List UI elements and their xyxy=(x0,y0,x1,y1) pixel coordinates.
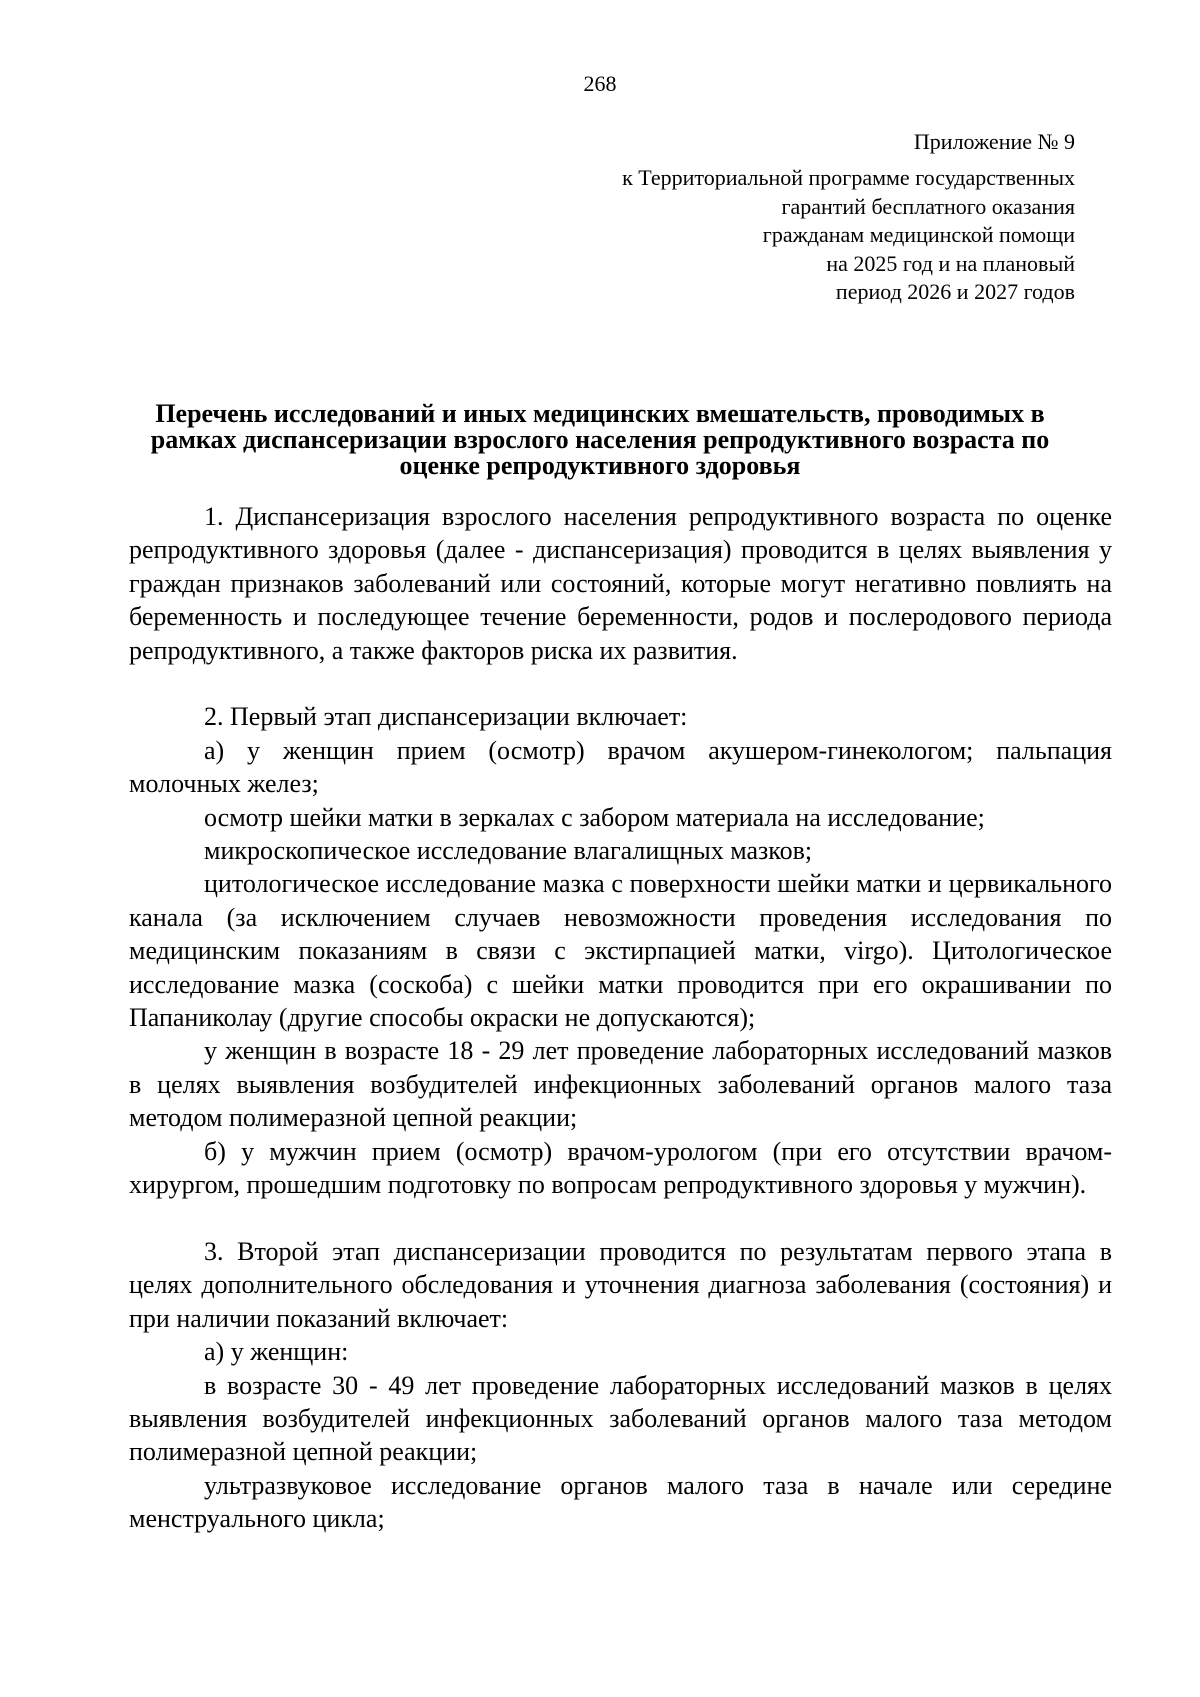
title-line: Перечень исследований и иных медицинских вмешательств, проводимых в xyxy=(155,399,1045,428)
paragraph-2: 2. Первый этап диспансеризации включает: xyxy=(204,702,688,732)
paragraph-2-cervix-exam: осмотр шейки матки в зеркалах с забором материала на исследование; xyxy=(204,802,985,832)
paragraph-2-pcr-18-29: у женщин в возрасте 18 - 29 лет проведение лабораторных исследований мазков в целях выявления возбудителей инфекционных заболеваний органов малого таза методом полимеразной цепной реакции; xyxy=(129,1036,1112,1133)
title-line: оценке репродуктивного здоровья xyxy=(399,451,801,480)
document-title xyxy=(120,401,1080,479)
paragraph-3-pcr-30-49: в возрасте 30 - 49 лет проведение лабораторных исследований мазков в целях выявления возбудителей инфекционных заболеваний органов малого таза методом полимеразной цепной реакции; xyxy=(129,1370,1112,1467)
paragraph-1: 1. Диспансеризация взрослого населения репродуктивного возраста по оценке репродуктивного здоровья (далее - диспансеризация) проводится в целях выявления у граждан признаков заболеваний или состояний, которые могут негативно повлиять на беременность и последующее течение беременности, родов и послеродового периода репродуктивного, а также факторов риска их развития. xyxy=(129,502,1112,665)
page-number: 268 xyxy=(583,71,617,96)
paragraph-3: 3. Второй этап диспансеризации проводится по результатам первого этапа в целях дополнительного обследования и уточнения диагноза заболевания (состояния) и при наличии показаний включает: xyxy=(129,1236,1112,1333)
paragraph-2b-men: б) у мужчин прием (осмотр) врачом-урологом (при его отсутствии врачом-хирургом, прошедшим подготовку по вопросам репродуктивного здоровья у мужчин). xyxy=(129,1136,1112,1200)
paragraph-2-microscopy: микроскопическое исследование влагалищных мазков; xyxy=(204,836,813,866)
paragraph-2-cytology: цитологическое исследование мазка с поверхности шейки матки и цервикального канала (за исключением случаев невозможности проведения исследования по медицинским показаниям в связи с экстирпацией матки, virgo). Цитологическое исследование мазка (соскоба) с шейки матки проводится при его окрашивании по Папаниколау (другие способы окраски не допускаются); xyxy=(129,869,1112,1033)
paragraph-3-ultrasound: ультразвуковое исследование органов малого таза в начале или середине менструального цикла; xyxy=(129,1470,1112,1534)
paragraph-3a-women: а) у женщин: xyxy=(204,1337,349,1367)
document-body xyxy=(129,500,1112,1536)
title-line: рамках диспансеризации взрослого населения репродуктивного возраста по xyxy=(150,425,1050,454)
appendix-line: гражданам медицинской помощи xyxy=(762,222,1075,248)
appendix-line: на 2025 год и на плановый xyxy=(826,250,1075,276)
appendix-line: гарантий бесплатного оказания xyxy=(781,193,1075,219)
appendix-title: Приложение № 9 xyxy=(913,129,1075,154)
paragraph-2a-women: а) у женщин прием (осмотр) врачом акушером-гинекологом; пальпация молочных желез; xyxy=(129,735,1112,799)
appendix-reference xyxy=(622,164,1075,307)
appendix-line: к Территориальной программе государственных xyxy=(622,165,1075,190)
appendix-line: период 2026 и 2027 годов xyxy=(835,279,1075,305)
